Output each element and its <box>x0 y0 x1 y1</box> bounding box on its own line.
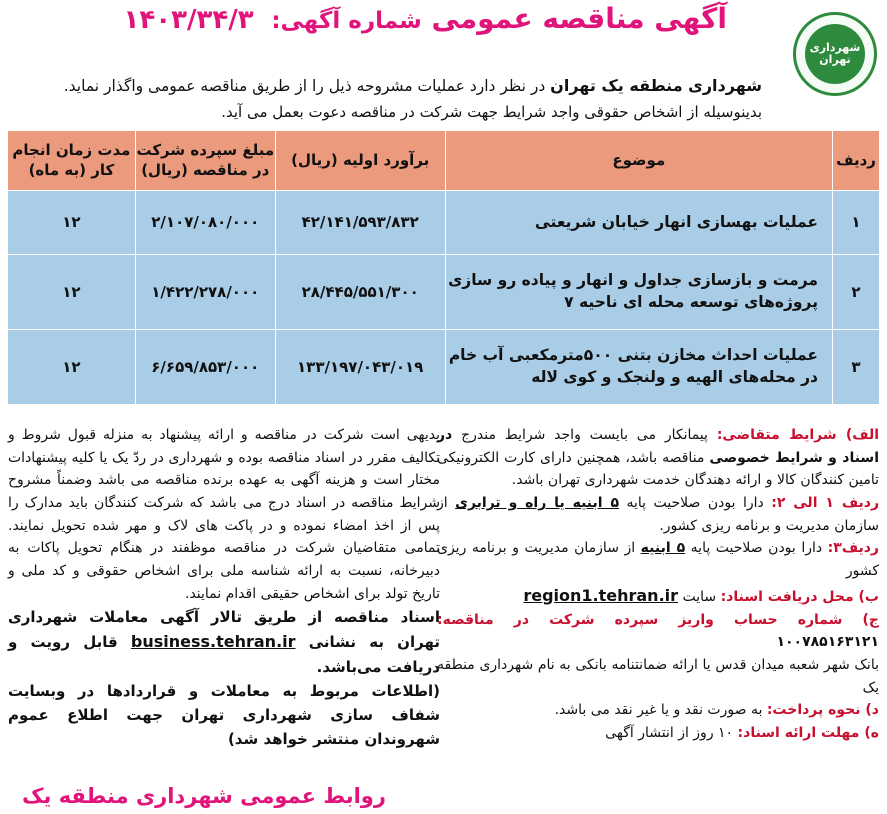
condition-b-text: سایت <box>678 588 721 605</box>
condition-c-label: ج) شماره حساب واریز سپرده شرکت در مناقصه: <box>437 611 879 628</box>
table-header-row <box>8 131 880 191</box>
public-relations-signature: روابط عمومی شهرداری منطقه یک <box>22 784 386 808</box>
condition-d-text: به صورت نقد و یا غیر نقد می باشد. <box>554 702 767 719</box>
condition-c <box>437 609 879 654</box>
ad-header <box>0 0 887 126</box>
condition-a-text1: پیمانکار می بایست واجد شرایط مندرج <box>452 427 717 443</box>
conditions-column <box>437 424 879 745</box>
tehran-municipality-logo <box>793 12 877 96</box>
condition-rows-1-2 <box>437 492 879 537</box>
header-deposit: مبلغ سپرده شرکت در مناقصه (ریال) <box>135 131 275 191</box>
notes-column <box>8 424 440 751</box>
condition-row-3 <box>437 537 879 582</box>
condition-d <box>437 699 879 722</box>
documents-portal-paragraph <box>8 605 440 679</box>
table-row <box>8 330 880 405</box>
row-duration: ۱۲ <box>8 330 136 405</box>
row-idx: ۱ <box>833 191 880 255</box>
intro-line-1 <box>22 76 762 95</box>
intro-line-1-rest: در نظر دارد عملیات مشروحه ذیل را از طریق مناقصه عمومی واگذار نماید. <box>63 77 551 95</box>
portal-text-b: قابل رویت و دریافت می‌باشد. <box>8 633 440 676</box>
row-duration: ۱۲ <box>8 191 136 255</box>
row-3-bold: ۵ ابنیه <box>640 540 686 557</box>
portal-text-a: اسناد مناقصه از طریق تالار آگهی معاملات شهرداری تهران به نشانی <box>8 608 440 652</box>
header-duration: مدت زمان انجام کار (به ماه) <box>8 131 136 191</box>
ad-number-label: شماره آگهی: <box>271 8 422 34</box>
condition-d-label: د) نحوه پرداخت: <box>766 702 879 719</box>
condition-e-text: ۱۰ روز از انتشار آگهی <box>605 724 738 741</box>
condition-a-bold: در اسناد و شرایط خصوصی <box>437 427 879 466</box>
rows-1-2-label: ردیف ۱ الی ۲: <box>771 495 880 512</box>
logo-emblem-icon: شهرداری تهران <box>805 24 865 84</box>
row-idx: ۲ <box>833 255 880 330</box>
row-subject: عملیات احداث مخازن بتنی ۵۰۰مترمکعبی آب خام در محله‌های الهیه و ولنجک و کوی لاله <box>445 330 832 405</box>
header-estimate: برآورد اولیه (ریال) <box>275 131 445 191</box>
tender-table <box>7 130 880 405</box>
row-subject: عملیات بهسازی انهار خیابان شریعتی <box>445 191 832 255</box>
row-estimate: ۴۲/۱۴۱/۵۹۳/۸۳۲ <box>275 191 445 255</box>
row-deposit: ۲/۱۰۷/۰۸۰/۰۰۰ <box>135 191 275 255</box>
condition-e-label: ه) مهلت ارائه اسناد: <box>737 724 879 741</box>
business-site-link[interactable]: business.tehran.ir <box>130 632 296 652</box>
row-deposit: ۱/۴۲۲/۲۷۸/۰۰۰ <box>135 255 275 330</box>
header-idx: ردیف <box>833 131 880 191</box>
table-row <box>8 191 880 255</box>
documents-site-link[interactable]: region1.tehran.ir <box>523 585 679 605</box>
rows-1-2-text2: از سازمان مدیریت و برنامه ریزی کشور. <box>437 495 879 534</box>
account-number: ۱۰۰۷۸۵۱۶۳۱۲۱ <box>776 634 879 651</box>
condition-e <box>437 722 879 745</box>
rows-1-2-bold: ۵ ابنیه یا راه و ترابری <box>455 495 620 512</box>
row-3-text2: از سازمان مدیریت و برنامه ریزی کشور <box>437 540 879 580</box>
row-idx: ۳ <box>833 330 880 405</box>
ad-number-value: ۱۴۰۳/۳۴/۳ <box>123 5 254 35</box>
condition-c-text: بانک شهر شعبه میدان قدس یا ارائه ضمانتنامه بانکی به نام شهرداری منطقه یک <box>437 656 879 696</box>
notes-paragraph: بدیهی است شرکت در مناقصه و ارائه پیشنهاد به منزله قبول شروط و تکالیف مقرر در اسناد مناقصه بوده و شهرداری در ردّ یک یا کلیه پیشنهادات مختار است و هزینه آگهی به عهده برنده مناقصه می باشد وضمناً مشروح شرایط مناقصه در اسناد درج می باشد که شرکت کنندگان باید مدارک را پس از اخذ امضاء نموده و در پاکت های لاک و مهر شده تحویل نمایند. تمامی متقاضیان شرکت در مناقصه موظفند در هنگام تحویل پاکات به دبیرخانه، نسبت به ارائه شناسه ملی برای اشخاص حقوقی و کد ملی و تاریخ تولد برای اشخاص حقیقی اقدام نمایند. <box>8 427 440 602</box>
header-subject: موضوع <box>445 131 832 191</box>
row-3-label: ردیف۳: <box>827 540 879 557</box>
row-estimate: ۱۳۳/۱۹۷/۰۴۳/۰۱۹ <box>275 330 445 405</box>
condition-a-text2: مناقصه باشد، همچنین دارای کارت الکترونیکی تامین کنندگان کالا و ارائه دهندگان خدمت شهرداری تهران باشد. <box>437 449 879 489</box>
ad-title-text: آگهی مناقصه عمومی <box>431 2 727 35</box>
transparency-note: (اطلاعات مربوط به معاملات و قراردادها در وبسایت شفاف سازی شهرداری تهران جهت اطلاع عموم شهروندان منتشر خواهد شد) <box>8 681 440 748</box>
condition-b <box>437 583 879 609</box>
ad-title <box>123 2 727 35</box>
row-deposit: ۶/۶۵۹/۸۵۳/۰۰۰ <box>135 330 275 405</box>
row-estimate: ۲۸/۴۴۵/۵۵۱/۳۰۰ <box>275 255 445 330</box>
rows-1-2-text1: دارا بودن صلاحیت پایه <box>619 495 772 512</box>
condition-a <box>437 424 879 492</box>
condition-a-label: الف) شرایط متقاضی: <box>716 427 880 443</box>
row-duration: ۱۲ <box>8 255 136 330</box>
intro-org: شهرداری منطقه یک تهران <box>550 76 762 95</box>
table-row <box>8 255 880 330</box>
row-subject: مرمت و بازسازی جداول و انهار و پیاده رو سازی پروژه‌های توسعه محله ای ناحیه ۷ <box>445 255 832 330</box>
row-3-text1: دارا بودن صلاحیت پایه <box>685 540 828 557</box>
intro-line-2: بدینوسیله از اشخاص حقوقی واجد شرایط جهت شرکت در مناقصه دعوت بعمل می آید. <box>221 103 762 121</box>
condition-b-label: ب) محل دریافت اسناد: <box>720 588 879 605</box>
